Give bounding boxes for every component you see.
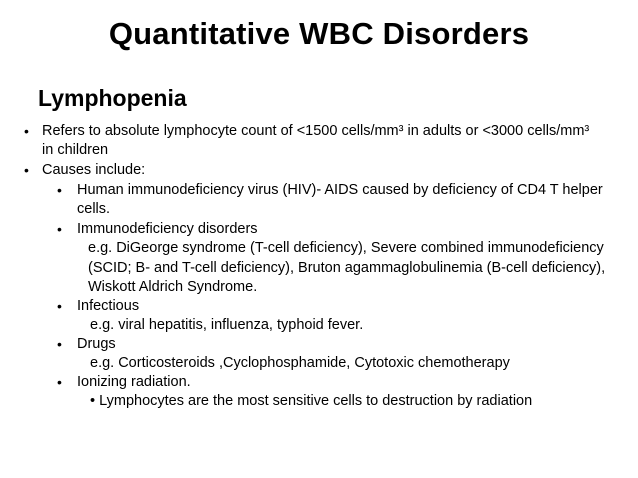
immunodeficiency-example-line-3: Wiskott Aldrich Syndrome. xyxy=(88,279,258,295)
slide-title: Quantitative WBC Disorders xyxy=(108,16,530,51)
definition-line-2: in children xyxy=(42,142,109,158)
sub-bullet-marker: • xyxy=(57,182,62,198)
cause-radiation: Ionizing radiation. xyxy=(77,374,191,390)
immunodeficiency-example-line-2: (SCID; B- and T-cell deficiency), Bruton agammaglobulinemia (B-cell deficiency), xyxy=(88,260,606,276)
bullet-marker: • xyxy=(24,162,29,178)
drugs-example: e.g. Corticosteroids ,Cyclophosphamide, Cytotoxic chemotherapy xyxy=(90,355,510,371)
cause-hiv-line-2: cells. xyxy=(77,201,111,217)
cause-immunodeficiency: Immunodeficiency disorders xyxy=(77,221,258,237)
infectious-example: e.g. viral hepatitis, influenza, typhoid fever. xyxy=(90,317,364,333)
bullet-marker: • xyxy=(24,123,29,139)
causes-heading: Causes include: xyxy=(42,162,146,178)
definition-line-1: Refers to absolute lymphocyte count of <1500 cells/mm³ in adults or <3000 cells/mm³ xyxy=(42,123,590,139)
section-heading: Lymphopenia xyxy=(38,85,187,111)
radiation-note: • Lymphocytes are the most sensitive cells to destruction by radiation xyxy=(90,393,533,409)
sub-bullet-marker: • xyxy=(57,374,62,390)
sub-bullet-marker: • xyxy=(57,298,62,314)
sub-bullet-marker: • xyxy=(57,221,62,237)
sub-bullet-marker: • xyxy=(57,336,62,352)
immunodeficiency-example-line-1: e.g. DiGeorge syndrome (T-cell deficiency), Severe combined immunodeficiency xyxy=(88,240,604,256)
cause-drugs: Drugs xyxy=(77,336,116,352)
cause-hiv-line-1: Human immunodeficiency virus (HIV)- AIDS caused by deficiency of CD4 T helper xyxy=(77,182,603,198)
cause-infectious: Infectious xyxy=(77,298,140,314)
